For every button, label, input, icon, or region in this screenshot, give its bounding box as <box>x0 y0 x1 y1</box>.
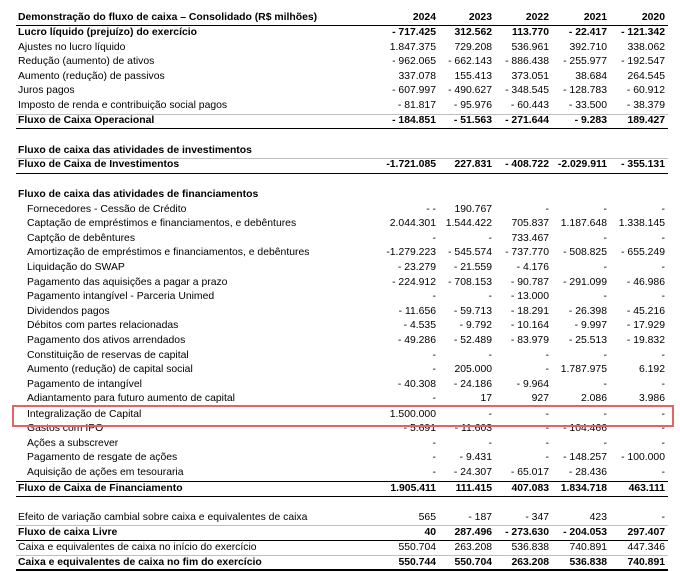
value-cell: 407.083 <box>511 482 549 494</box>
value-cell: - 121.342 <box>621 27 665 38</box>
value-cell: 205.000 <box>454 364 492 376</box>
row-label: Pagamento das aquisições a pagar a prazo <box>27 276 228 288</box>
value-cell: - 59.713 <box>453 305 492 317</box>
value-cell: 550.744 <box>398 556 436 568</box>
divider <box>16 540 668 541</box>
value-cell: -2.029.911 <box>557 159 607 171</box>
value-cell: 536.838 <box>569 556 607 568</box>
table-row <box>0 526 680 541</box>
row-label: Fluxo de Caixa de Financiamento <box>18 482 183 494</box>
value-cell: - <box>545 437 549 449</box>
value-cell: - 886.438 <box>505 56 549 68</box>
value-cell: 1.544.422 <box>445 218 492 230</box>
value-cell: - <box>661 262 665 273</box>
value-cell: 740.891 <box>569 541 607 553</box>
table-row <box>0 188 680 203</box>
value-cell: - 187 <box>468 511 492 523</box>
divider <box>16 158 668 159</box>
spacer-row <box>0 173 680 188</box>
value-cell: - <box>432 466 436 478</box>
value-cell: - <box>661 466 665 478</box>
value-cell: - 347 <box>525 511 549 523</box>
table-row <box>0 437 680 452</box>
value-cell: 2.044.301 <box>389 218 436 230</box>
value-cell: - <box>545 452 549 464</box>
value-cell: - 737.770 <box>505 247 549 259</box>
row-label: Imposto de renda e contribuição social pagos <box>18 100 228 111</box>
row-label: Gastos com IPO <box>27 423 104 435</box>
value-cell: - 662.143 <box>448 56 492 68</box>
value-cell: 392.710 <box>569 41 607 53</box>
year-header: 2021 <box>583 12 607 23</box>
value-cell: - 962.065 <box>392 56 436 68</box>
statement-title: Demonstração do fluxo de caixa – Consolidado (R$ milhões) <box>18 12 318 23</box>
divider <box>16 128 668 129</box>
value-cell: - <box>603 437 607 449</box>
value-cell: 111.415 <box>455 482 492 494</box>
table-row <box>0 511 680 526</box>
value-cell: - <box>661 349 665 361</box>
row-label: Fluxo de Caixa Operacional <box>18 114 155 126</box>
row-label: Captção de debêntures <box>27 232 136 244</box>
value-cell: - 9.964 <box>516 378 549 390</box>
spacer-row <box>0 496 680 511</box>
value-cell: - 10.164 <box>510 320 549 332</box>
value-cell: - 17.929 <box>626 320 665 332</box>
value-cell: 536.838 <box>511 541 549 553</box>
divider <box>16 555 668 556</box>
divider <box>16 569 668 571</box>
table-row <box>0 290 680 305</box>
value-cell: 263.208 <box>511 556 549 568</box>
row-label: Captação de empréstimos e financiamentos, e debêntures <box>27 218 297 230</box>
value-cell: 423 <box>589 511 607 523</box>
value-cell: - <box>488 232 492 244</box>
table-row <box>0 158 680 173</box>
value-cell: 927 <box>531 393 549 405</box>
value-cell: 287.496 <box>454 526 492 538</box>
value-cell: - <box>488 437 492 449</box>
value-cell: - <box>603 262 607 273</box>
value-cell: - 708.153 <box>448 276 492 288</box>
value-cell: - <box>488 408 492 420</box>
value-cell: - 100.000 <box>621 452 665 464</box>
value-cell: - 90.787 <box>510 276 549 288</box>
value-cell: - 33.500 <box>568 100 607 111</box>
value-cell: 447.346 <box>627 541 665 553</box>
spacer-row <box>0 128 680 143</box>
value-cell: 338.062 <box>627 41 665 53</box>
row-label: Fornecedores - Cessão de Crédito <box>27 203 187 215</box>
value-cell: - 4.535 <box>403 320 436 332</box>
header-row <box>0 11 680 26</box>
value-cell: 550.704 <box>398 541 436 553</box>
value-cell: - 24.307 <box>453 466 492 478</box>
value-cell: - 21.559 <box>453 262 492 273</box>
table-row <box>0 70 680 85</box>
value-cell: 463.111 <box>628 482 665 494</box>
value-cell: - 95.976 <box>453 100 492 111</box>
table-row <box>0 334 680 349</box>
divider <box>16 114 668 115</box>
row-label: Redução (aumento) de ativos <box>18 56 155 68</box>
value-cell: - 60.912 <box>626 85 665 97</box>
value-cell: - 65.017 <box>510 466 549 478</box>
value-cell: - 23.279 <box>397 262 436 273</box>
value-cell: - 104.466 <box>563 423 607 435</box>
table-row <box>0 363 680 378</box>
value-cell: - 255.977 <box>563 56 607 68</box>
value-cell: 1.500.000 <box>389 408 436 420</box>
value-cell: - <box>661 511 665 523</box>
value-cell: - 545.574 <box>448 247 492 259</box>
row-label: Fluxo de caixa das atividades de financiamentos <box>18 189 259 200</box>
value-cell: 297.407 <box>627 526 665 538</box>
table-row <box>0 144 680 159</box>
value-cell: - 607.997 <box>392 85 436 97</box>
value-cell: - 9.283 <box>574 114 607 126</box>
value-cell: - 148.257 <box>563 452 607 464</box>
value-cell: - 49.286 <box>397 335 436 346</box>
value-cell: 155.413 <box>454 70 492 82</box>
value-cell: - 5.691 <box>403 423 436 435</box>
value-cell: - 13.000 <box>510 291 549 303</box>
table-row <box>0 319 680 334</box>
value-cell: - <box>661 378 665 390</box>
table-row <box>0 349 680 364</box>
divider <box>16 173 668 174</box>
value-cell: - 9.997 <box>574 320 607 332</box>
divider <box>16 496 668 497</box>
value-cell: 733.467 <box>511 232 549 244</box>
value-cell: 17 <box>480 393 492 405</box>
row-label: Fluxo de caixa Livre <box>18 526 118 538</box>
table-row <box>0 246 680 261</box>
table-row <box>0 466 680 481</box>
value-cell: - <box>432 393 436 405</box>
value-cell: - 204.053 <box>563 526 607 538</box>
divider <box>16 481 668 482</box>
value-cell: 550.704 <box>454 556 492 568</box>
highlight-box <box>12 405 674 427</box>
table-row <box>0 41 680 56</box>
table-row <box>0 114 680 129</box>
value-cell: - 28.436 <box>568 466 607 478</box>
row-label: Aquisição de ações em tesouraria <box>27 466 184 478</box>
value-cell: - <box>545 364 549 376</box>
value-cell: 3.986 <box>638 393 665 405</box>
value-cell: 227.831 <box>454 159 492 171</box>
row-label: Pagamento de resgate de ações <box>27 452 178 464</box>
value-cell: -1.721.085 <box>386 159 436 171</box>
value-cell: - 38.379 <box>626 100 665 111</box>
value-cell: 1.834.718 <box>560 482 607 494</box>
value-cell: - 490.627 <box>448 85 492 97</box>
value-cell: - <box>545 203 549 215</box>
value-cell: - <box>432 452 436 464</box>
value-cell: 40 <box>424 526 436 538</box>
value-cell: 705.837 <box>511 218 549 230</box>
row-label: Aumento (redução) de capital social <box>27 364 193 376</box>
value-cell: 264.545 <box>627 70 665 82</box>
value-cell: - 11.656 <box>398 305 436 317</box>
table-row <box>0 232 680 247</box>
value-cell: 113.770 <box>512 27 549 38</box>
value-cell: - 40.308 <box>397 378 436 390</box>
row-label: Dividendos pagos <box>27 305 110 317</box>
value-cell: - 26.398 <box>568 305 607 317</box>
value-cell: - <box>432 349 436 361</box>
value-cell: - <box>661 408 665 420</box>
table-row <box>0 276 680 291</box>
row-label: Caixa e equivalentes de caixa no início do exercício <box>18 541 257 553</box>
value-cell: - 60.443 <box>510 100 549 111</box>
row-label: Pagamento dos ativos arrendados <box>27 335 186 346</box>
table-row <box>0 84 680 99</box>
value-cell: - 46.986 <box>626 276 665 288</box>
value-cell: 1.787.975 <box>560 364 607 376</box>
value-cell: - 9.431 <box>459 452 492 464</box>
table-row <box>0 203 680 218</box>
row-label: Liquidação do SWAP <box>27 262 125 273</box>
value-cell: 38.684 <box>575 70 607 82</box>
year-header: 2023 <box>468 12 492 23</box>
value-cell: - 271.644 <box>505 114 549 126</box>
value-cell: 565 <box>418 511 436 523</box>
table-row <box>0 217 680 232</box>
value-cell: - <box>603 232 607 244</box>
value-cell: - <box>603 349 607 361</box>
value-cell: - 25.513 <box>568 335 607 346</box>
value-cell: - 81.817 <box>397 100 436 111</box>
value-cell: 1.847.375 <box>389 41 436 53</box>
table-row <box>0 26 680 41</box>
value-cell: 729.208 <box>454 41 492 53</box>
year-header: 2020 <box>641 12 665 23</box>
value-cell: - 508.825 <box>563 247 607 259</box>
value-cell: 2.086 <box>580 393 607 405</box>
value-cell: - <box>661 291 665 303</box>
table-row <box>0 451 680 466</box>
row-label: Caixa e equivalentes de caixa no fim do exercício <box>18 556 262 568</box>
table-row <box>0 482 680 497</box>
row-label: Adiantamento para futuro aumento de capital <box>27 393 235 405</box>
value-cell: - 291.099 <box>563 276 607 288</box>
value-cell: - 22.417 <box>568 27 607 38</box>
value-cell: - 184.851 <box>392 114 436 126</box>
value-cell: - 4.176 <box>516 262 549 273</box>
value-cell: 1.187.648 <box>560 218 607 230</box>
value-cell: - <box>661 437 665 449</box>
value-cell: - - <box>426 203 436 215</box>
value-cell: - 45.216 <box>626 305 665 317</box>
value-cell: - <box>545 408 549 420</box>
value-cell: - 24.186 <box>453 378 492 390</box>
value-cell: -1.279.223 <box>386 247 436 259</box>
value-cell: 6.192 <box>638 364 665 376</box>
value-cell: - <box>545 423 549 435</box>
value-cell: 740.891 <box>627 556 665 568</box>
row-label: Ajustes no lucro líquido <box>18 41 126 53</box>
row-label: Ações a subscrever <box>27 437 119 449</box>
row-label: Lucro líquido (prejuízo) do exercício <box>18 27 197 38</box>
value-cell: - <box>432 291 436 303</box>
row-label: Fluxo de caixa das atividades de investimentos <box>18 144 252 156</box>
value-cell: - 9.792 <box>459 320 492 332</box>
value-cell: 312.562 <box>454 27 492 38</box>
value-cell: 337.078 <box>398 70 436 82</box>
value-cell: - 51.563 <box>453 114 492 126</box>
row-label: Amortização de empréstimos e financiamentos, e debêntures <box>27 247 310 259</box>
year-header: 2022 <box>525 12 549 23</box>
divider <box>16 25 668 26</box>
row-label: Débitos com partes relacionadas <box>27 320 179 332</box>
value-cell: 190.767 <box>454 203 492 215</box>
value-cell: 373.051 <box>511 70 549 82</box>
value-cell: - <box>603 378 607 390</box>
value-cell: - <box>488 291 492 303</box>
value-cell: 1.905.411 <box>390 482 436 494</box>
table-row <box>0 378 680 393</box>
value-cell: - 408.722 <box>505 159 549 171</box>
table-row <box>0 261 680 276</box>
row-label: Juros pagos <box>18 85 75 97</box>
row-label: Fluxo de Caixa de Investimentos <box>18 159 180 171</box>
value-cell: - <box>488 349 492 361</box>
value-cell: - <box>432 437 436 449</box>
value-cell: - <box>545 349 549 361</box>
value-cell: - 83.979 <box>510 335 549 346</box>
value-cell: - <box>432 232 436 244</box>
year-header: 2024 <box>412 12 436 23</box>
value-cell: - <box>603 291 607 303</box>
row-label: Integralização de Capital <box>27 408 142 420</box>
value-cell: - 655.249 <box>621 247 665 259</box>
value-cell: - 128.783 <box>563 85 607 97</box>
table-row <box>0 55 680 70</box>
value-cell: - 224.912 <box>392 276 436 288</box>
value-cell: - 355.131 <box>621 159 665 171</box>
value-cell: - 52.489 <box>453 335 492 346</box>
divider <box>16 525 668 526</box>
value-cell: - <box>603 203 607 215</box>
table-row <box>0 541 680 556</box>
table-row <box>0 305 680 320</box>
value-cell: - 18.291 <box>510 305 549 317</box>
value-cell: - 348.545 <box>505 85 549 97</box>
value-cell: - <box>432 364 436 376</box>
value-cell: 189.427 <box>627 114 665 126</box>
value-cell: - 273.630 <box>505 526 549 538</box>
value-cell: - 19.832 <box>626 335 665 346</box>
value-cell: 1.338.145 <box>618 218 665 230</box>
row-label: Efeito de variação cambial sobre caixa e equivalentes de caixa <box>18 511 308 523</box>
value-cell: 263.208 <box>454 541 492 553</box>
row-label: Pagamento de intangível <box>27 378 142 390</box>
value-cell: - <box>661 423 665 435</box>
table-row <box>0 556 680 571</box>
value-cell: - 192.547 <box>621 56 665 68</box>
value-cell: - <box>603 408 607 420</box>
row-label: Constituição de reservas de capital <box>27 349 189 361</box>
value-cell: - <box>661 232 665 244</box>
value-cell: - 717.425 <box>392 27 436 38</box>
value-cell: - 11.603 <box>454 423 492 435</box>
value-cell: - <box>661 203 665 215</box>
value-cell: 536.961 <box>511 41 549 53</box>
row-label: Aumento (redução) de passivos <box>18 70 165 82</box>
row-label: Pagamento intangível - Parceria Unimed <box>27 291 215 303</box>
table-row <box>0 99 680 114</box>
